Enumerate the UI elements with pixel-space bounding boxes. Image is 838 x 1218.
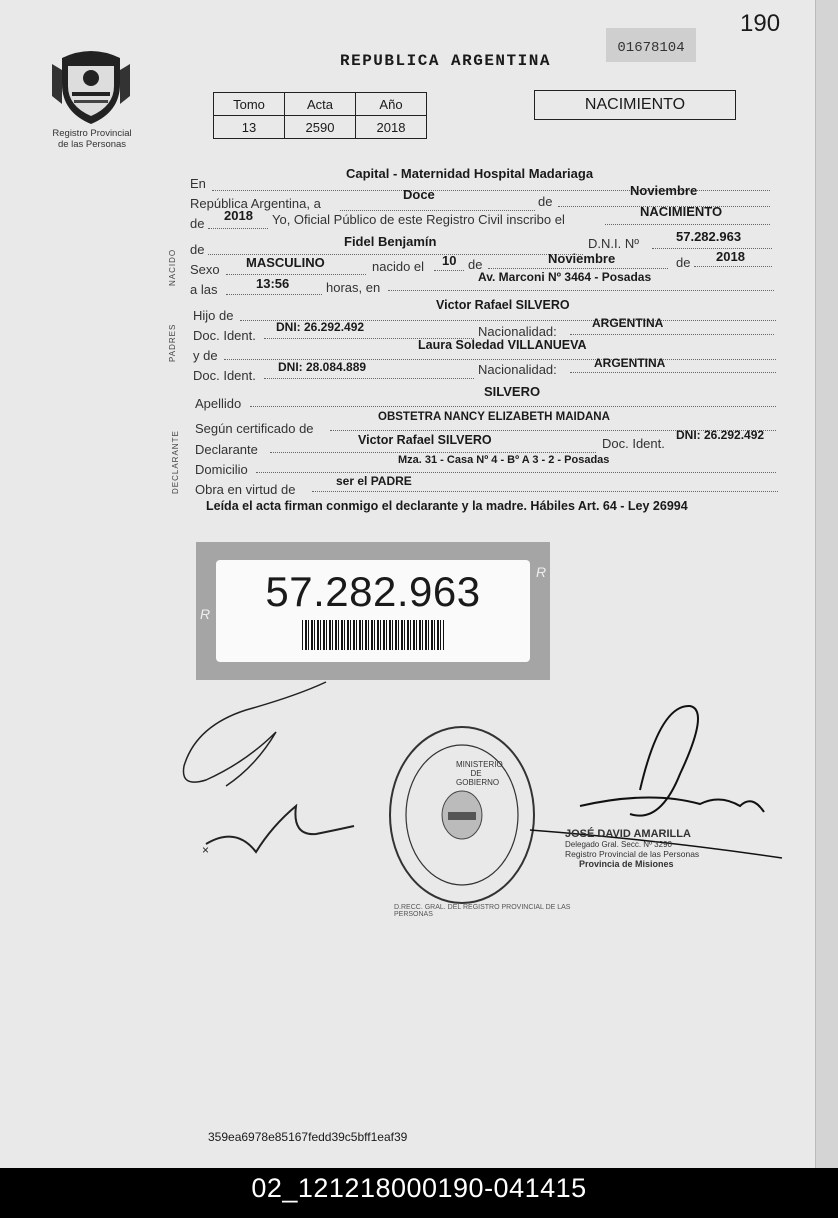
value-lugar-nac: Av. Marconi Nº 3464 - Posadas (478, 270, 652, 284)
value-acto: NACIMIENTO (640, 204, 723, 219)
label-de-mes: de (538, 194, 553, 209)
value-lugar: Capital - Maternidad Hospital Madariaga (346, 166, 594, 181)
line-padre-nac (570, 334, 774, 335)
label-nacionalidad-1: Nacionalidad: (478, 324, 557, 339)
value-padre: Victor Rafael SILVERO (436, 298, 570, 312)
value-virtud: ser el PADRE (336, 474, 412, 488)
label-declarante: Declarante (195, 442, 258, 457)
page-edge (815, 0, 838, 1168)
officer-block (565, 828, 765, 869)
serial-number: 01678104 (606, 28, 696, 62)
line-madre-nac (570, 372, 776, 373)
line-virtud (312, 491, 778, 492)
declarant-signature (176, 676, 376, 876)
line-sexo (226, 274, 366, 275)
label-de-dia: de (468, 257, 483, 272)
label-doc-ident-decl: Doc. Ident. (602, 436, 665, 451)
header-acta: Acta (285, 93, 356, 116)
label-nacido-el: nacido el (372, 259, 425, 274)
record-table (213, 92, 427, 139)
line-anio-nac (694, 266, 772, 267)
label-en: En (190, 176, 206, 191)
value-certificado: OBSTETRA NANCY ELIZABETH MAIDANA (378, 411, 610, 423)
value-dia-letras: Doce (403, 187, 435, 202)
value-dia-nac: 10 (442, 253, 457, 268)
value-anio: 2018 (356, 116, 427, 139)
value-sexo: MASCULINO (246, 255, 325, 270)
value-anio: 2018 (224, 208, 253, 223)
label-oficial: Yo, Oficial Público de este Registro Civil inscribo el (272, 212, 565, 227)
country-title: REPUBLICA ARGENTINA (340, 52, 551, 70)
dni-sticker-label (216, 560, 530, 662)
sticker-mark-right: R (536, 564, 547, 580)
value-dni: 57.282.963 (676, 229, 742, 244)
value-madre: Laura Soledad VILLANUEVA (418, 338, 587, 352)
record-type-box: NACIMIENTO (534, 90, 736, 120)
label-domicilio: Domicilio (195, 462, 248, 477)
line-mes-nac (488, 268, 668, 269)
label-sexo: Sexo (190, 262, 220, 277)
officer-line-3: Registro Provincial de las Personas (565, 849, 700, 859)
official-seal (384, 720, 540, 910)
line-anio (208, 228, 268, 229)
header-anio: Año (356, 93, 427, 116)
line-dni (652, 248, 772, 249)
line-declarante (270, 452, 596, 453)
label-republica: República Argentina, a (190, 196, 321, 211)
officer-line-4: Provincia de Misiones (579, 859, 674, 869)
label-nacionalidad-2: Nacionalidad: (478, 362, 557, 377)
value-madre-nac: ARGENTINA (594, 356, 666, 370)
line-domicilio (256, 472, 776, 473)
value-declarante-doc: DNI: 26.292.492 (676, 428, 765, 442)
value-anio-nac: 2018 (716, 249, 745, 264)
line-acto (605, 224, 770, 225)
side-label-padres: PADRES (168, 323, 177, 362)
registry-line-1: Registro Provincial (52, 128, 132, 139)
value-apellido: SILVERO (484, 384, 541, 399)
registry-name (40, 128, 144, 150)
label-de-nombre: de (190, 242, 205, 257)
barcode (302, 620, 444, 650)
label-doc-ident-1: Doc. Ident. (193, 328, 256, 343)
value-padre-nac: ARGENTINA (592, 316, 664, 330)
seal-inner-text: MINISTERIO DE GOBIERNO (456, 760, 503, 787)
svg-text:×: × (202, 843, 210, 857)
label-de-anio2: de (676, 255, 691, 270)
label-de-anio: de (190, 216, 205, 231)
line-dia-nac (434, 270, 464, 271)
page-number: 190 (740, 10, 781, 37)
registry-line-2: de las Personas (57, 139, 127, 150)
crest-logo (52, 44, 130, 126)
label-horas-en: horas, en (326, 280, 381, 295)
label-hijo-de: Hijo de (193, 308, 234, 323)
label-dni: D.N.I. Nº (588, 236, 639, 251)
value-tomo: 13 (214, 116, 285, 139)
officer-name: JOSÉ DAVID AMARILLA (565, 828, 691, 840)
value-declarante: Victor Rafael SILVERO (358, 433, 492, 447)
sticker-mark-left: R (200, 606, 211, 622)
footer-id: 02_121218000190-041415 (0, 1168, 838, 1218)
line-lugar-nac (388, 290, 774, 291)
label-obra-en-virtud: Obra en virtud de (195, 482, 296, 497)
value-mes: Noviembre (630, 183, 698, 198)
label-a-las: a las (190, 282, 218, 297)
value-acta: 2590 (285, 116, 356, 139)
value-nombre: Fidel Benjamín (344, 234, 437, 249)
dni-sticker (196, 542, 550, 680)
line-apellido (250, 406, 776, 407)
seal-ring-text: D.RECC. GRAL. DEL REGISTRO PROVINCIAL DE LAS PERSONAS (394, 904, 571, 918)
document-hash: 359ea6978e85167fedd39c5bff1eaf39 (208, 1130, 408, 1144)
value-mes-nac: Noviembre (548, 251, 616, 266)
closing-statement: Leída el acta firman conmigo el declarante y la madre. Hábiles Art. 64 - Ley 26994 (206, 499, 688, 513)
header-tomo: Tomo (214, 93, 285, 116)
officer-line-2: Delegado Gral. Secc. Nº 3290 (565, 840, 672, 849)
line-dia (340, 210, 535, 211)
value-hora: 13:56 (256, 276, 290, 291)
dni-sticker-number: 57.282.963 (265, 568, 481, 615)
line-hora (226, 294, 322, 295)
label-y-de: y de (193, 348, 218, 363)
value-madre-doc: DNI: 28.084.889 (278, 360, 367, 374)
side-label-nacido: NACIDO (168, 248, 177, 286)
label-doc-ident-2: Doc. Ident. (193, 368, 256, 383)
label-segun-certificado: Según certificado de (195, 421, 314, 436)
label-apellido: Apellido (195, 396, 242, 411)
value-domicilio: Mza. 31 - Casa Nº 4 - Bº A 3 - 2 - Posadas (398, 454, 610, 466)
value-padre-doc: DNI: 26.292.492 (276, 320, 365, 334)
line-madre-doc (264, 378, 474, 379)
side-label-declarante: DECLARANTE (171, 430, 180, 494)
